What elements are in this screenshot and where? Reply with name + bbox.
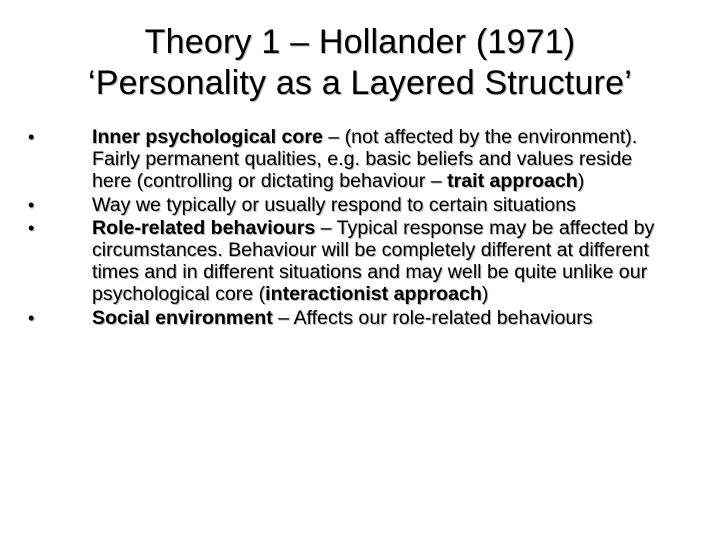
bullet-text: – (not affected by the environment). Fairly permanent qualities, e.g. basic beliefs and values reside here (controlling or dictating behaviour – xyxy=(92,126,638,193)
bullet-item-inner-core xyxy=(28,126,668,193)
bullet-item-typical-response xyxy=(28,194,668,216)
bullet-icon: • xyxy=(28,307,35,328)
bullet-list xyxy=(28,126,668,330)
bullet-icon: • xyxy=(28,194,35,215)
title-line-2: ‘Personality as a Layered Structure’ xyxy=(88,64,632,102)
term-inner-psychological-core: Inner psychological core xyxy=(92,126,323,148)
bullet-item-role-related xyxy=(28,217,668,306)
bullet-text: – Typical response may be affected by circumstances. Behaviour will be completely different at different times and in different situations and may well be quite unlike our psychological core ( xyxy=(92,216,655,306)
term-interactionist-approach: interactionist approach xyxy=(265,283,482,306)
bullet-text: Way we typically or usually respond to certain situations xyxy=(92,193,576,216)
bullet-text: – Affects our role-related behaviours xyxy=(272,306,593,329)
title-line-1: Theory 1 – Hollander (1971) xyxy=(144,23,576,61)
slide-title xyxy=(0,22,720,104)
bullet-text-end: ) xyxy=(577,170,585,193)
bullet-item-social-environment xyxy=(28,307,668,329)
term-social-environment: Social environment xyxy=(92,306,273,329)
bullet-icon: • xyxy=(28,127,35,147)
bullet-text-end: ) xyxy=(481,283,489,306)
bullet-icon: • xyxy=(28,217,35,238)
term-role-related-behaviours: Role-related behaviours xyxy=(92,216,316,239)
term-trait-approach: trait approach xyxy=(447,170,578,193)
